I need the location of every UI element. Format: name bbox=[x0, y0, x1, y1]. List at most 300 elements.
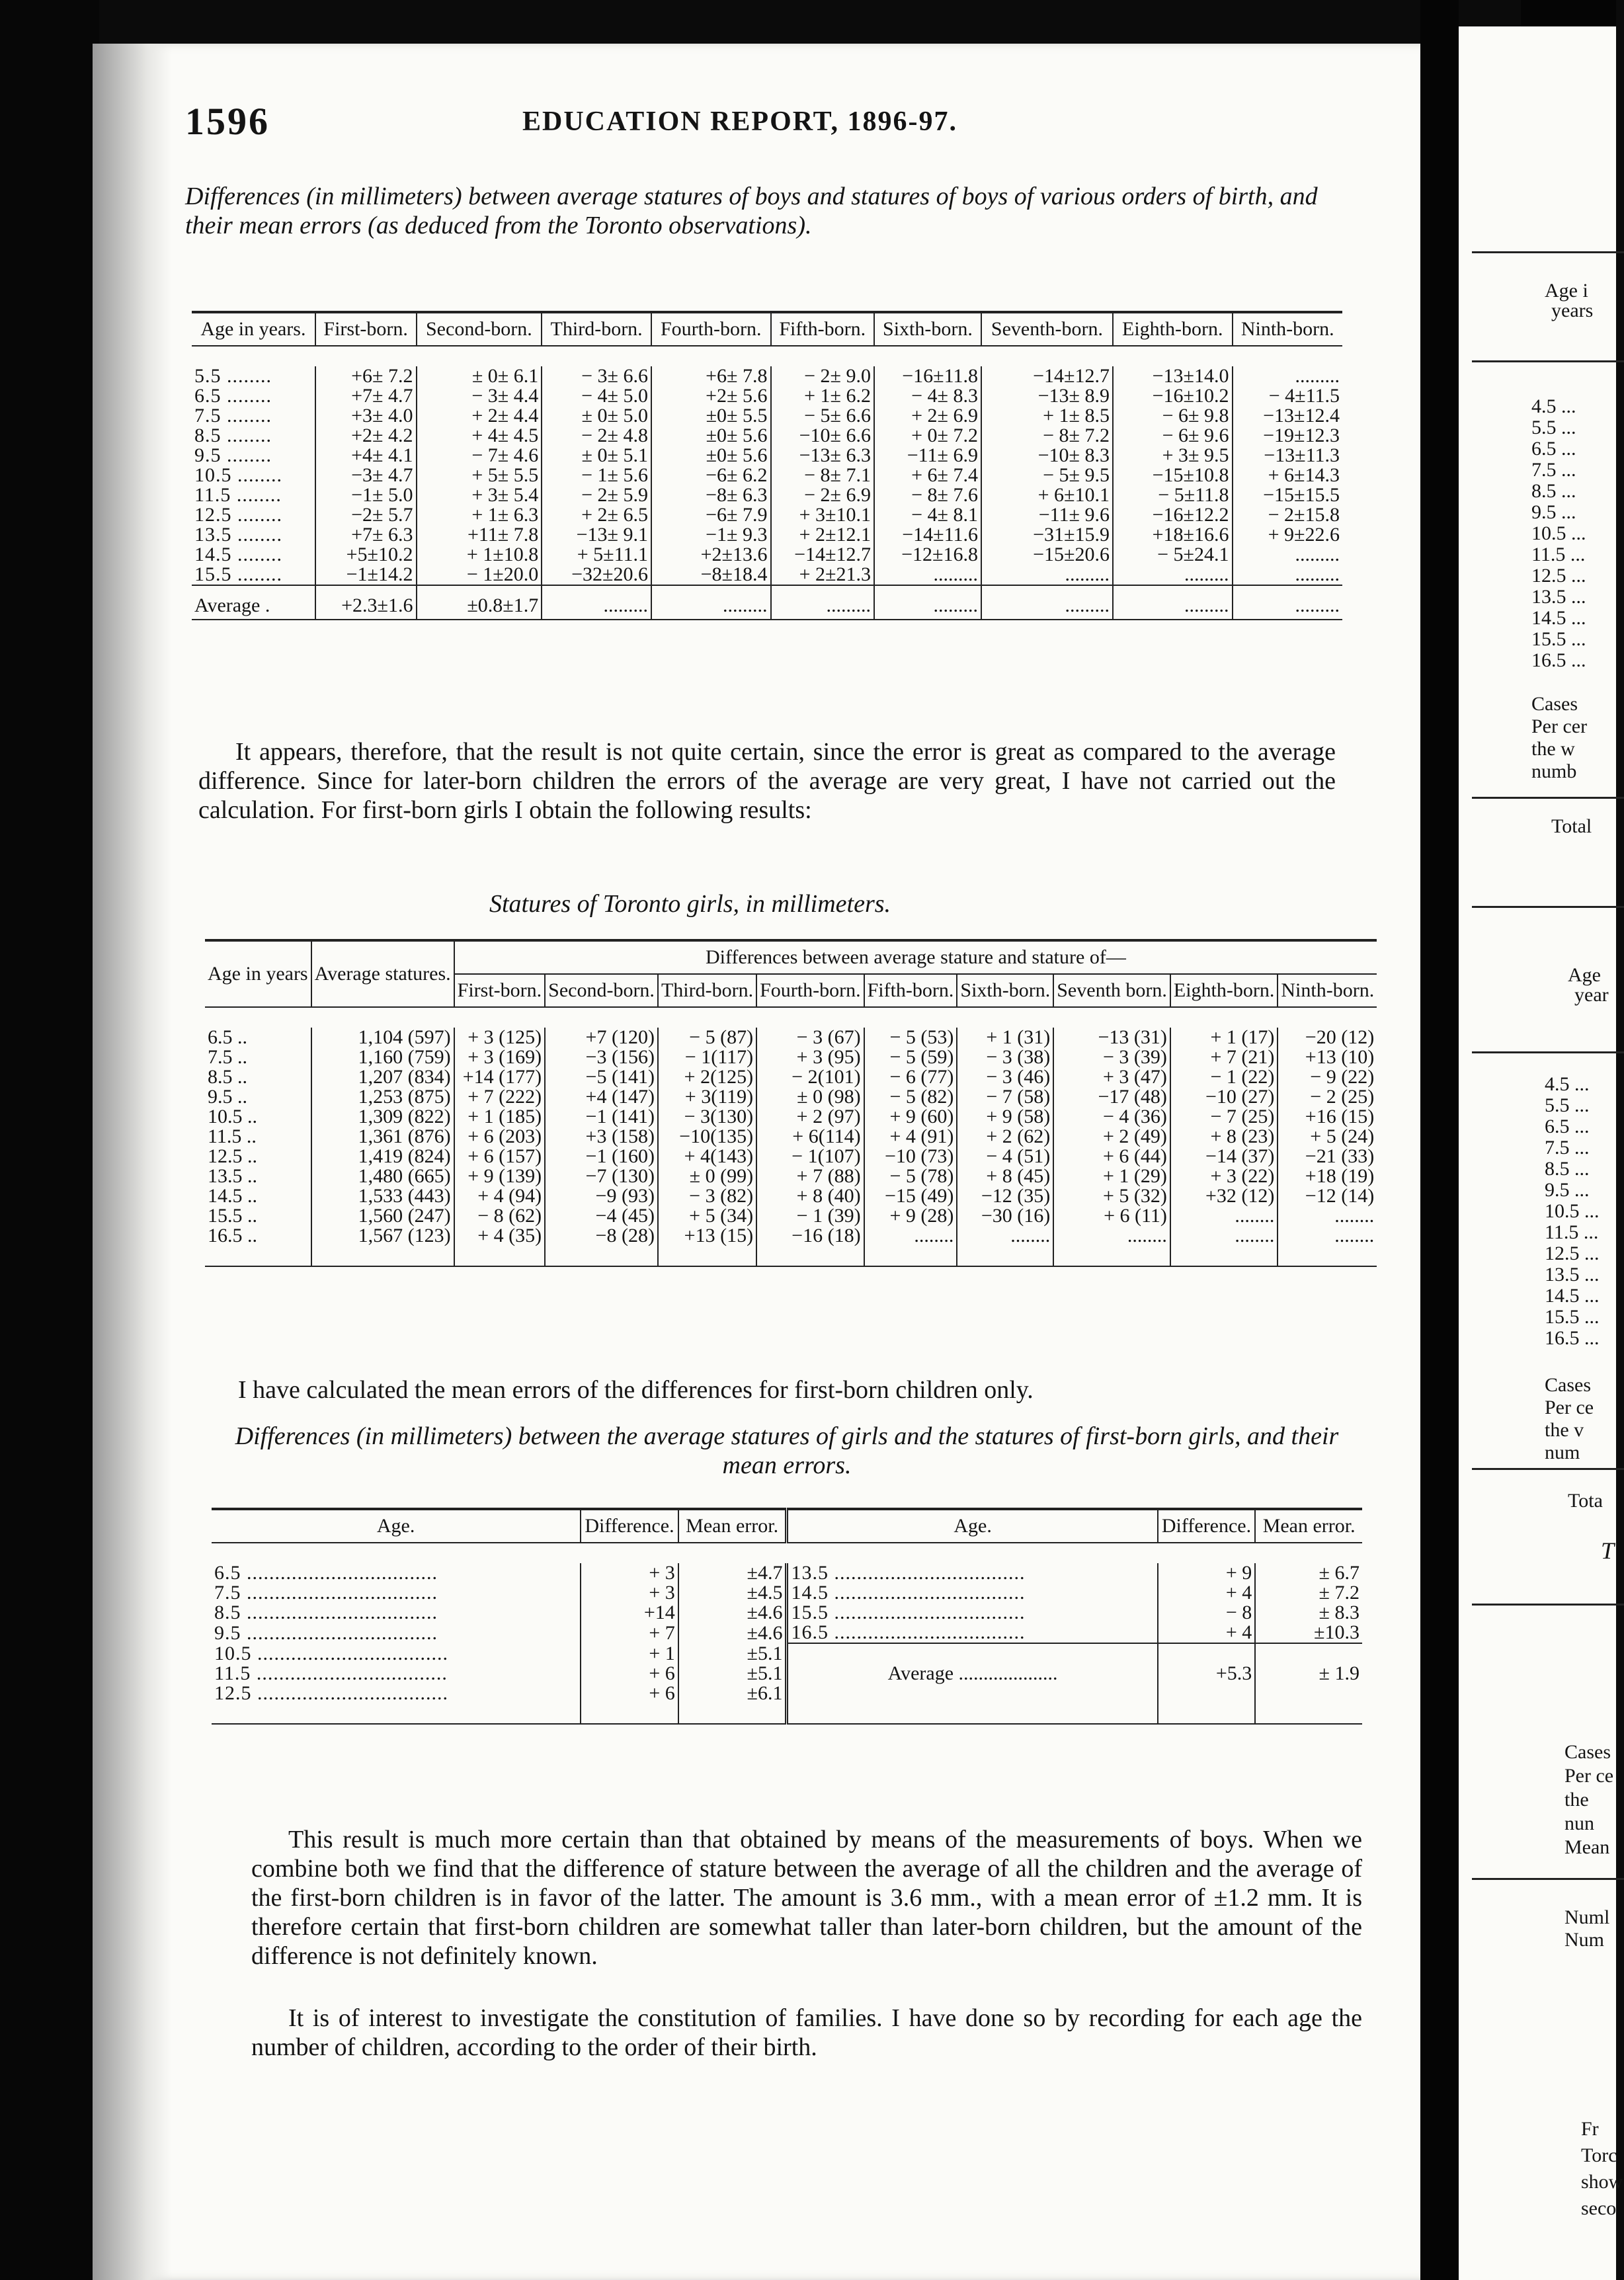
table-cell: −14 (37) bbox=[1170, 1147, 1278, 1166]
table-cell: + 6±10.1 bbox=[981, 485, 1113, 505]
table-cell: − 4±11.5 bbox=[1268, 385, 1340, 407]
end-cell bbox=[205, 1246, 311, 1266]
table-cell: + 9 (58) bbox=[957, 1107, 1053, 1127]
table-cell: + 4(143) bbox=[658, 1147, 756, 1166]
diff-cell: + 4 bbox=[1158, 1583, 1256, 1603]
table-row bbox=[205, 1107, 1377, 1127]
table-cell: − 6± 9.6 bbox=[1113, 426, 1233, 446]
table-cell: ±0± 5.5 bbox=[651, 406, 771, 426]
rp-note: the v bbox=[1545, 1419, 1584, 1441]
row-age: 10.5 .. bbox=[205, 1107, 311, 1127]
diff-cell: + 6 bbox=[581, 1664, 678, 1684]
table-cell: −3 (156) bbox=[545, 1047, 658, 1067]
rp-age: 10.5 ... bbox=[1545, 1200, 1600, 1222]
average-cell: ......... bbox=[1233, 585, 1343, 620]
table-cell: − 4± 8.1 bbox=[874, 505, 981, 525]
row-age: 10.5 ........ bbox=[192, 466, 315, 485]
rp-age: 9.5 ... bbox=[1531, 501, 1576, 523]
table-cell: + 1± 8.5 bbox=[981, 406, 1113, 426]
table-cell: − 5± 9.5 bbox=[981, 466, 1113, 485]
row-age: 9.5 .................................. bbox=[212, 1623, 581, 1643]
table-cell: + 4 (35) bbox=[454, 1226, 546, 1246]
table-cell: − 5 (78) bbox=[864, 1166, 957, 1186]
err-cell: ± 6.7 bbox=[1319, 1562, 1360, 1584]
table-cell: ±0± 5.6 bbox=[651, 446, 771, 466]
table-row bbox=[205, 1087, 1377, 1107]
table-cell: − 1± 5.6 bbox=[542, 466, 651, 485]
table-cell: −31±15.9 bbox=[981, 525, 1113, 545]
paragraph-3 bbox=[251, 1825, 1362, 1971]
table-cell: +4 (147) bbox=[545, 1087, 658, 1107]
row-age: 16.5 .. bbox=[205, 1226, 311, 1246]
table-cell: + 4 (91) bbox=[864, 1127, 957, 1147]
table-row bbox=[205, 1186, 1377, 1206]
boys-col-9: Ninth-born. bbox=[1233, 312, 1343, 346]
table-cell: − 5 (87) bbox=[658, 1028, 756, 1047]
rp-age: 6.5 ... bbox=[1531, 438, 1576, 460]
rp-age: 11.5 ... bbox=[1545, 1221, 1599, 1243]
boys-table-body bbox=[192, 346, 1342, 620]
rp-text-line: seco bbox=[1581, 2197, 1617, 2219]
table-row bbox=[192, 446, 1342, 466]
col-err-right: Mean error. bbox=[1255, 1509, 1362, 1543]
table-cell: −16±12.2 bbox=[1113, 505, 1233, 525]
table-cell: −1 (141) bbox=[545, 1107, 658, 1127]
sep-cell bbox=[1255, 1643, 1362, 1664]
table-cell: −1±14.2 bbox=[315, 565, 417, 585]
table-cell: −10± 8.3 bbox=[981, 446, 1113, 466]
table-cell: +3 (158) bbox=[545, 1127, 658, 1147]
table-cell: +2± 4.2 bbox=[315, 426, 417, 446]
average-cell: ......... bbox=[771, 585, 874, 620]
err-cell: ±4.6 bbox=[678, 1603, 787, 1623]
girls-table bbox=[205, 939, 1377, 1267]
row-age: 10.5 .................................. bbox=[212, 1643, 581, 1664]
table-cell: −12 (14) bbox=[1305, 1185, 1375, 1207]
end-cell bbox=[787, 1703, 1158, 1724]
diff-cell: + 6 bbox=[581, 1684, 678, 1703]
table-cell: − 2(101) bbox=[756, 1067, 864, 1087]
err-cell: ±4.6 bbox=[678, 1623, 787, 1643]
rp-note: Mean bbox=[1564, 1836, 1610, 1858]
rp-top-header-2: years bbox=[1551, 300, 1594, 321]
table-cell: 1,160 (759) bbox=[311, 1047, 454, 1067]
average-row bbox=[192, 585, 1342, 620]
table-cell: ........ bbox=[1170, 1206, 1278, 1226]
girls-end-row bbox=[205, 1246, 1377, 1266]
table-cell: − 7± 4.6 bbox=[417, 446, 542, 466]
col-average-stature: Average statures. bbox=[311, 940, 454, 1007]
table-cell: + 7 (21) bbox=[1170, 1047, 1278, 1067]
table-cell: +2± 5.6 bbox=[651, 386, 771, 406]
table-cell: ......... bbox=[1295, 563, 1340, 585]
table-cell: + 1 (185) bbox=[454, 1107, 546, 1127]
end-cell bbox=[1170, 1246, 1278, 1266]
table-cell: − 8± 7.1 bbox=[771, 466, 874, 485]
table-cell: + 2±12.1 bbox=[771, 525, 874, 545]
table-row bbox=[205, 1047, 1377, 1067]
table-cell: +16 (15) bbox=[1305, 1106, 1375, 1127]
rp-rule-4 bbox=[1472, 906, 1624, 908]
table-cell: −13±11.3 bbox=[1264, 444, 1340, 466]
table-cell: − 8± 7.6 bbox=[874, 485, 981, 505]
girls-table-body bbox=[205, 1007, 1377, 1266]
rp-rule-7 bbox=[1472, 1604, 1624, 1606]
row-age: 14.5 .................................. bbox=[787, 1583, 1158, 1603]
table-cell: − 4 (51) bbox=[957, 1147, 1053, 1166]
table-row bbox=[212, 1643, 1362, 1664]
table-row bbox=[212, 1583, 1362, 1603]
rp-text-line: show bbox=[1581, 2171, 1623, 2193]
table-cell: +11± 7.8 bbox=[417, 525, 542, 545]
table-cell: −16±11.8 bbox=[874, 366, 981, 386]
rp-age: 4.5 ... bbox=[1545, 1073, 1590, 1095]
table-cell: −15±10.8 bbox=[1113, 466, 1233, 485]
table-cell: + 2± 4.4 bbox=[417, 406, 542, 426]
table-cell: ........ bbox=[864, 1226, 957, 1246]
table-cell: ......... bbox=[1295, 544, 1340, 565]
row-age: 15.5 .. bbox=[205, 1206, 311, 1226]
table-cell: −8±18.4 bbox=[651, 565, 771, 585]
rp-note: Cases bbox=[1531, 693, 1578, 715]
row-age: 5.5 ........ bbox=[192, 366, 315, 386]
fb-spacer-row bbox=[212, 1543, 1362, 1563]
table-cell: −8± 6.3 bbox=[651, 485, 771, 505]
rp-mid-header-1: Age bbox=[1568, 964, 1601, 986]
table-cell: ........ bbox=[957, 1226, 1053, 1246]
end-cell bbox=[454, 1246, 546, 1266]
table-cell: −6± 6.2 bbox=[651, 466, 771, 485]
average-cell: ......... bbox=[981, 585, 1113, 620]
row-age: 14.5 .. bbox=[205, 1186, 311, 1206]
book-gutter bbox=[1420, 0, 1459, 2280]
table-cell: −6± 7.9 bbox=[651, 505, 771, 525]
average-diff: +5.3 bbox=[1158, 1664, 1256, 1684]
diff-cell: − 8 bbox=[1158, 1603, 1256, 1623]
table-cell: − 1 (39) bbox=[756, 1206, 864, 1226]
table-cell: +6± 7.2 bbox=[315, 366, 417, 386]
table-cell: ± 0± 6.1 bbox=[417, 366, 542, 386]
rp-age: 6.5 ... bbox=[1545, 1116, 1590, 1137]
table-row bbox=[212, 1664, 1362, 1684]
table-cell: + 2 (49) bbox=[1053, 1127, 1170, 1147]
table-cell: ......... bbox=[981, 565, 1113, 585]
table-cell: − 2± 6.9 bbox=[771, 485, 874, 505]
table-cell: ±0± 5.6 bbox=[651, 426, 771, 446]
girls-col-3: Fourth-born. bbox=[756, 974, 864, 1007]
col-diff-left: Difference. bbox=[581, 1509, 678, 1543]
sep-cell bbox=[1158, 1643, 1256, 1664]
table-cell: −8 (28) bbox=[545, 1226, 658, 1246]
table-cell: + 2± 6.5 bbox=[542, 505, 651, 525]
table-cell: − 2± 4.8 bbox=[542, 426, 651, 446]
col-age-right: Age. bbox=[787, 1509, 1158, 1543]
table-cell: +2±13.6 bbox=[651, 545, 771, 565]
girls-col-0: First-born. bbox=[454, 974, 546, 1007]
rp-note: Per cer bbox=[1531, 715, 1588, 737]
table-cell: + 4 (94) bbox=[454, 1186, 546, 1206]
row-age: 8.5 .................................. bbox=[212, 1603, 581, 1623]
rp-age: 12.5 ... bbox=[1545, 1242, 1600, 1264]
table-cell: 1,309 (822) bbox=[311, 1107, 454, 1127]
table-cell: + 6 (203) bbox=[454, 1127, 546, 1147]
average-label: Average .................... bbox=[787, 1664, 1158, 1684]
average-cell: ......... bbox=[542, 585, 651, 620]
girls-col-2: Third-born. bbox=[658, 974, 756, 1007]
table-cell: + 3 (169) bbox=[454, 1047, 546, 1067]
table-cell: 1,207 (834) bbox=[311, 1067, 454, 1087]
rp-rule-2 bbox=[1472, 360, 1624, 362]
diff-cell: + 4 bbox=[1158, 1623, 1256, 1643]
fb-end-row bbox=[212, 1703, 1362, 1724]
boys-col-0: Age in years. bbox=[192, 312, 315, 346]
table-cell: + 6± 7.4 bbox=[874, 466, 981, 485]
rp-note: numb bbox=[1531, 760, 1577, 782]
girls-col-4: Fifth-born. bbox=[864, 974, 957, 1007]
boys-col-6: Sixth-born. bbox=[874, 312, 981, 346]
table-cell: +7 (120) bbox=[545, 1028, 658, 1047]
table-row bbox=[205, 1127, 1377, 1147]
table-cell: − 3± 4.4 bbox=[417, 386, 542, 406]
row-age: 14.5 ........ bbox=[192, 545, 315, 565]
rp-note: Cases bbox=[1545, 1374, 1591, 1396]
end-cell bbox=[658, 1246, 756, 1266]
rp-mid-total: Tota bbox=[1568, 1490, 1603, 1512]
sep-cell bbox=[787, 1643, 1158, 1664]
table-cell: −15 (49) bbox=[864, 1186, 957, 1206]
table-cell: + 5±11.1 bbox=[542, 545, 651, 565]
table-cell: ± 0 (98) bbox=[756, 1087, 864, 1107]
table-cell: +5±10.2 bbox=[315, 545, 417, 565]
table-cell: − 1(107) bbox=[756, 1147, 864, 1166]
table-cell: +18±16.6 bbox=[1113, 525, 1233, 545]
table-cell: ......... bbox=[874, 565, 981, 585]
table-cell: −4 (45) bbox=[545, 1206, 658, 1226]
table-cell: + 5 (24) bbox=[1310, 1125, 1375, 1147]
table-cell: + 1 (29) bbox=[1053, 1166, 1170, 1186]
table-cell: −21 (33) bbox=[1305, 1145, 1375, 1167]
rp-rule-8 bbox=[1472, 1878, 1624, 1880]
table-cell: + 8 (40) bbox=[756, 1186, 864, 1206]
table-cell: − 3 (46) bbox=[957, 1067, 1053, 1087]
row-age: 6.5 .. bbox=[205, 1028, 311, 1047]
table-cell: + 6 (157) bbox=[454, 1147, 546, 1166]
table-cell: + 5 (32) bbox=[1053, 1186, 1170, 1206]
average-cell: ......... bbox=[651, 585, 771, 620]
average-cell: ±0.8±1.7 bbox=[417, 585, 542, 620]
table-cell: + 2± 6.9 bbox=[874, 406, 981, 426]
rp-age: 4.5 ... bbox=[1531, 395, 1576, 417]
table-row bbox=[212, 1563, 1362, 1583]
rp-age: 14.5 ... bbox=[1531, 607, 1586, 629]
end-cell bbox=[1158, 1703, 1256, 1724]
rp-age: 8.5 ... bbox=[1531, 480, 1576, 502]
row-age: 7.5 .. bbox=[205, 1047, 311, 1067]
table-cell: 1,533 (443) bbox=[311, 1186, 454, 1206]
diff-cell: +14 bbox=[581, 1603, 678, 1623]
table-cell: − 3 (38) bbox=[957, 1047, 1053, 1067]
end-cell bbox=[1278, 1246, 1377, 1266]
table-cell: − 5±24.1 bbox=[1113, 545, 1233, 565]
table-cell: + 3± 5.4 bbox=[417, 485, 542, 505]
table-cell: + 9±22.6 bbox=[1268, 524, 1340, 546]
table-row bbox=[205, 1067, 1377, 1087]
firstborn-table-header bbox=[212, 1509, 1362, 1543]
table-cell: − 5 (59) bbox=[864, 1047, 957, 1067]
rp-rule-3 bbox=[1472, 797, 1624, 799]
table-cell: ........ bbox=[1334, 1205, 1375, 1227]
row-age: 8.5 .. bbox=[205, 1067, 311, 1087]
girls-col-1: Second-born. bbox=[545, 974, 658, 1007]
table-cell: + 1 (17) bbox=[1170, 1028, 1278, 1047]
table-cell: −16 (18) bbox=[756, 1226, 864, 1246]
table-cell: − 4± 8.3 bbox=[874, 386, 981, 406]
end-cell bbox=[581, 1703, 678, 1724]
table-cell: − 7 (58) bbox=[957, 1087, 1053, 1107]
spacer-cell bbox=[205, 1007, 311, 1028]
diff-cell: + 9 bbox=[1158, 1563, 1256, 1583]
rp-age: 16.5 ... bbox=[1545, 1327, 1600, 1349]
err-cell: ±5.1 bbox=[678, 1643, 787, 1664]
paragraph-1 bbox=[198, 737, 1336, 825]
table-row bbox=[192, 565, 1342, 585]
table-cell: − 3 (39) bbox=[1053, 1047, 1170, 1067]
rp-age: 5.5 ... bbox=[1531, 417, 1576, 438]
row-age: 6.5 .................................. bbox=[212, 1563, 581, 1583]
table-cell: −9 (93) bbox=[545, 1186, 658, 1206]
table-cell: + 3 (95) bbox=[756, 1047, 864, 1067]
average-cell: ......... bbox=[1113, 585, 1233, 620]
boys-table bbox=[192, 311, 1342, 620]
err-cell: ± 8.3 bbox=[1319, 1602, 1360, 1623]
row-age: 7.5 ........ bbox=[192, 406, 315, 426]
table-cell: − 1(117) bbox=[658, 1047, 756, 1067]
col-age-left: Age. bbox=[212, 1509, 581, 1543]
table-cell: −32±20.6 bbox=[542, 565, 651, 585]
table-cell: − 5± 6.6 bbox=[771, 406, 874, 426]
table-cell: + 2 (62) bbox=[957, 1127, 1053, 1147]
paragraph-4 bbox=[251, 2004, 1362, 2062]
paragraph-2-text: I have calculated the mean errors of the differences for first-born children only. bbox=[238, 1376, 1034, 1404]
girls-col-8: Ninth-born. bbox=[1278, 974, 1377, 1007]
rp-rule-1 bbox=[1472, 251, 1624, 253]
table-cell: + 2 (97) bbox=[756, 1107, 864, 1127]
table-row bbox=[192, 485, 1342, 505]
end-cell bbox=[957, 1246, 1053, 1266]
diff-cell: + 1 bbox=[581, 1643, 678, 1664]
end-cell bbox=[1255, 1703, 1362, 1724]
rp-note: the bbox=[1564, 1789, 1589, 1811]
table-cell: 1,480 (665) bbox=[311, 1166, 454, 1186]
table-cell: −11± 9.6 bbox=[981, 505, 1113, 525]
table-cell: −13±14.0 bbox=[1113, 366, 1233, 386]
right-page-fragment bbox=[1459, 26, 1623, 2280]
table-cell: 1,253 (875) bbox=[311, 1087, 454, 1107]
table-cell: −20 (12) bbox=[1305, 1026, 1375, 1048]
row-age: 15.5 .................................. bbox=[787, 1603, 1158, 1623]
table-row bbox=[192, 366, 1342, 386]
boys-col-2: Second-born. bbox=[417, 312, 542, 346]
table-row bbox=[205, 1206, 1377, 1226]
row-age: 12.5 .................................. bbox=[212, 1684, 581, 1703]
table-cell: −10± 6.6 bbox=[771, 426, 874, 446]
table-row bbox=[192, 545, 1342, 565]
table-row bbox=[192, 525, 1342, 545]
page-header bbox=[99, 99, 1356, 152]
row-age: 13.5 .. bbox=[205, 1166, 311, 1186]
table-cell: + 3 (125) bbox=[454, 1028, 546, 1047]
table-row bbox=[212, 1603, 1362, 1623]
rp-note: the w bbox=[1531, 738, 1575, 760]
table-cell: ± 0± 5.1 bbox=[542, 446, 651, 466]
table-cell: ± 0 (99) bbox=[658, 1166, 756, 1186]
table-cell: −19±12.3 bbox=[1263, 425, 1340, 446]
table-cell: + 6 (44) bbox=[1053, 1147, 1170, 1166]
end-cell bbox=[756, 1246, 864, 1266]
rp-rule-5 bbox=[1472, 1051, 1624, 1053]
table-cell: −10 (73) bbox=[864, 1147, 957, 1166]
table-cell: + 3 (47) bbox=[1053, 1067, 1170, 1087]
err-cell: ± 7.2 bbox=[1319, 1582, 1360, 1604]
boys-col-7: Seventh-born. bbox=[981, 312, 1113, 346]
table-cell: − 2±15.8 bbox=[1268, 504, 1340, 526]
rp-note: Per ce bbox=[1545, 1397, 1594, 1418]
empty-cell bbox=[1158, 1684, 1256, 1703]
rp-age: 7.5 ... bbox=[1545, 1137, 1590, 1159]
end-cell bbox=[1053, 1246, 1170, 1266]
end-cell bbox=[212, 1703, 581, 1724]
table-cell: −12 (35) bbox=[957, 1186, 1053, 1206]
table-cell: + 9 (139) bbox=[454, 1166, 546, 1186]
boys-col-1: First-born. bbox=[315, 312, 417, 346]
row-age: 16.5 .................................. bbox=[787, 1623, 1158, 1643]
table-cell: − 7 (25) bbox=[1170, 1107, 1278, 1127]
girls-spacer-row bbox=[205, 1007, 1377, 1028]
table-row bbox=[192, 386, 1342, 406]
table-cell: + 0± 7.2 bbox=[874, 426, 981, 446]
table-row bbox=[205, 1226, 1377, 1246]
rp-age: 9.5 ... bbox=[1545, 1179, 1590, 1201]
table-cell: − 4± 5.0 bbox=[542, 386, 651, 406]
rp-age: 15.5 ... bbox=[1545, 1306, 1600, 1328]
rp-note: Cases bbox=[1564, 1741, 1611, 1763]
table-cell: +14 (177) bbox=[454, 1067, 546, 1087]
row-age: 13.5 .................................. bbox=[787, 1563, 1158, 1583]
rp-age: 12.5 ... bbox=[1531, 565, 1586, 587]
table-cell: − 6 (77) bbox=[864, 1067, 957, 1087]
table-row bbox=[205, 1147, 1377, 1166]
table-cell: + 7 (222) bbox=[454, 1087, 546, 1107]
end-cell bbox=[864, 1246, 957, 1266]
table-cell: −16±10.2 bbox=[1113, 386, 1233, 406]
row-age: 11.5 ........ bbox=[192, 485, 315, 505]
paragraph-3-text: This result is much more certain than that obtained by means of the measurements of boys. When we combine both we find that the difference of stature between the average of all the children and the average of the first-born children is in favor of the latter. The amount is 3.6 mm., with a mean error of ±1.2 mm. It is therefore certain that first-born children are somewhat taller than later-born children, but the amount of the difference is not definitely known. bbox=[251, 1826, 1362, 1970]
col-err-left: Mean error. bbox=[678, 1509, 787, 1543]
table-cell: 1,567 (123) bbox=[311, 1226, 454, 1246]
girls-col-6: Seventh born. bbox=[1053, 974, 1170, 1007]
end-cell bbox=[678, 1703, 787, 1724]
boys-col-4: Fourth-born. bbox=[651, 312, 771, 346]
group-header: Differences between average stature and stature of— bbox=[454, 940, 1377, 974]
rp-text-line: Fr bbox=[1581, 2118, 1599, 2140]
diff-cell: + 3 bbox=[581, 1583, 678, 1603]
table-cell: −14±12.7 bbox=[771, 545, 874, 565]
average-label: Average . bbox=[192, 585, 315, 620]
table-row bbox=[192, 466, 1342, 485]
rp-age: 7.5 ... bbox=[1531, 459, 1576, 481]
table-cell: −1± 5.0 bbox=[315, 485, 417, 505]
table-cell: − 9 (22) bbox=[1310, 1066, 1375, 1088]
